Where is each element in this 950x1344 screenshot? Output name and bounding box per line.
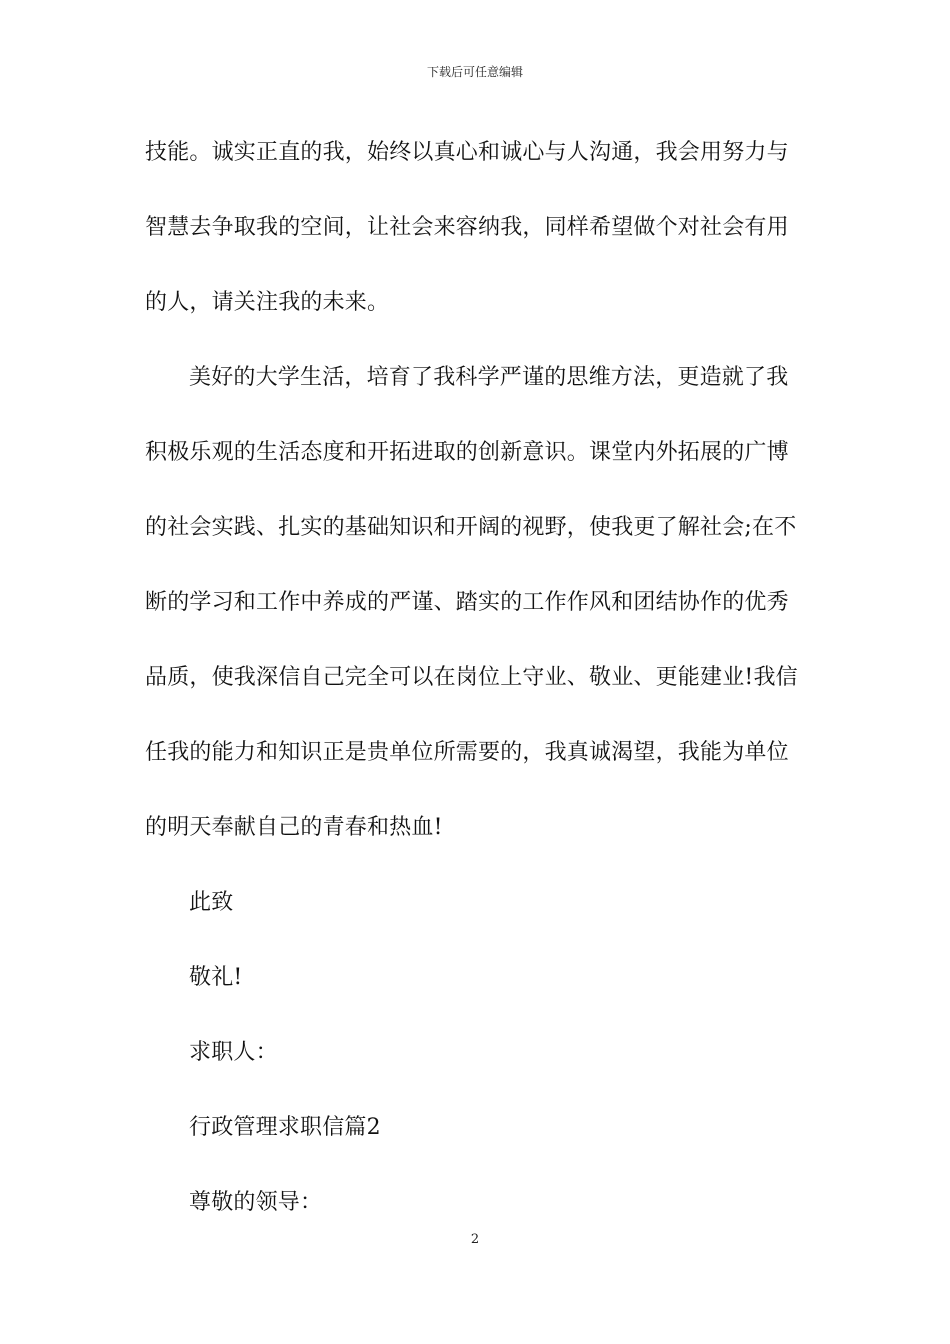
letter-body [145, 130, 810, 1255]
body-line: 智慧去争取我的空间，让社会来容纳我，同样希望做个对社会有用 [145, 215, 789, 240]
section-title: 行政管理求职信篇2 [189, 1115, 381, 1140]
closing-regards: 敬礼! [189, 965, 243, 990]
body-line: 断的学习和工作中养成的严谨、踏实的工作作风和团结协作的优秀 [145, 590, 789, 615]
body-line: 的社会实践、扎实的基础知识和开阔的视野，使我更了解社会;在不 [145, 515, 797, 540]
body-line: 技能。诚实正直的我，始终以真心和诚心与人沟通，我会用努力与 [145, 140, 789, 165]
greeting-line: 尊敬的领导： [189, 1190, 323, 1215]
body-line: 积极乐观的生活态度和开拓进取的创新意识。课堂内外拓展的广博 [145, 440, 789, 465]
body-line: 的人，请关注我的未来。 [145, 290, 390, 315]
body-line: 的明天奉献自己的青春和热血! [145, 815, 443, 840]
body-line: 品质，使我深信自己完全可以在岗位上守业、敬业、更能建业!我信 [145, 665, 798, 690]
closing-salutation: 此致 [189, 890, 234, 915]
body-line: 美好的大学生活，培育了我科学严谨的思维方法，更造就了我 [189, 365, 789, 390]
page-number: 2 [470, 1232, 480, 1247]
body-line: 任我的能力和知识正是贵单位所需要的，我真诚渴望，我能为单位 [145, 740, 789, 765]
applicant-signature-label: 求职人： [189, 1040, 278, 1065]
page-header: 下载后可任意编辑 [426, 65, 523, 79]
